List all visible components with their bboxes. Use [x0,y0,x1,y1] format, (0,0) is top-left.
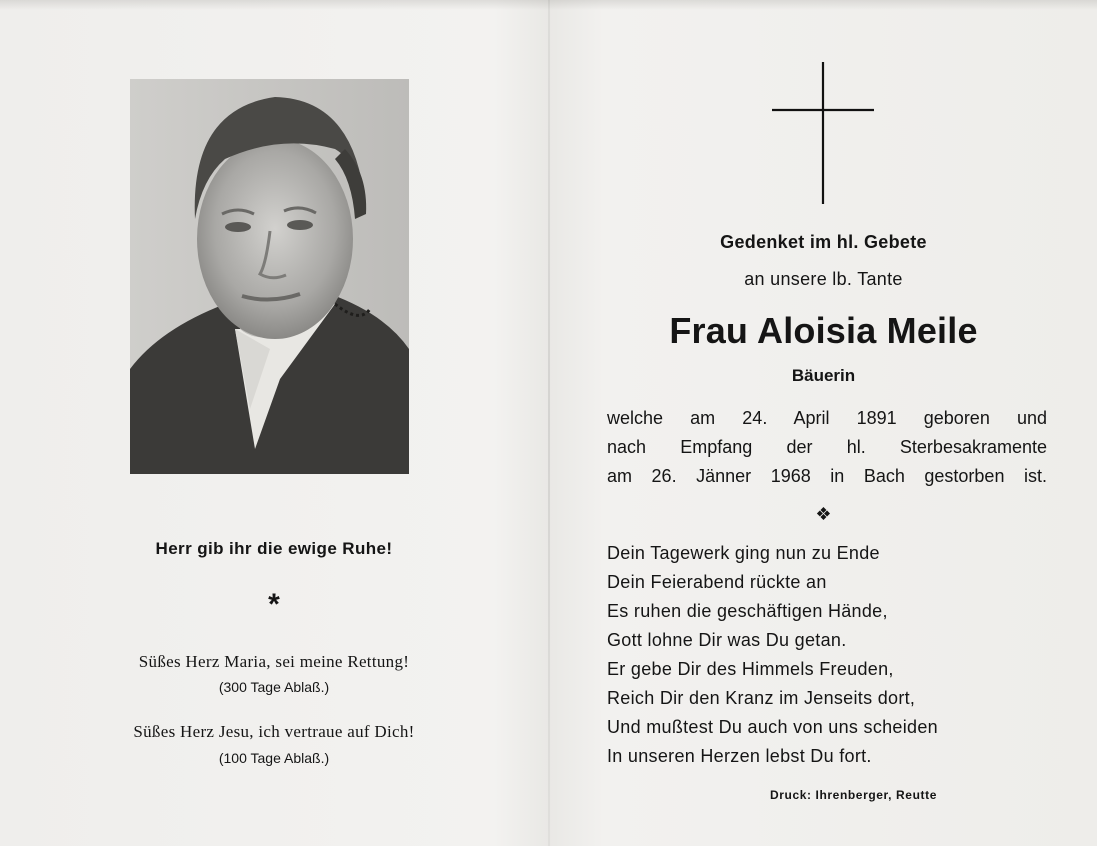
printer-credit: Druck: Ihrenberger, Reutte [770,788,937,802]
poem-line: Er gebe Dir des Himmels Freuden, [607,659,894,679]
indulgence-verse-maria: Süßes Herz Maria, sei meine Rettung! [138,652,410,671]
prayer-title: Herr gib ihr die ewige Ruhe! [155,539,393,558]
poem-line: Dein Feierabend rückte an [607,572,827,592]
deceased-occupation: Bäuerin [791,366,856,385]
poem-line: Reich Dir den Kranz im Jenseits dort, [607,688,916,708]
poem-line: Und mußtest Du auch von uns scheiden [607,717,938,737]
poem-line: In unseren Herzen lebst Du fort. [607,746,872,766]
asterisk-separator: * [268,588,280,621]
indulgence-verse-jesu: Süßes Herz Jesu, ich vertraue auf Dich! [133,722,415,741]
fact-line: nach Empfang der hl. Sterbesakramente [607,437,1047,457]
ornament-diamond: ❖ [815,504,832,524]
life-facts [607,404,1047,491]
memorial-subheading: an unsere lb. Tante [744,269,903,289]
memorial-heading: Gedenket im hl. Gebete [720,232,927,252]
fact-line: am 26. Jänner 1968 in Bach gestorben ist. [607,466,1047,486]
fact-line: welche am 24. April 1891 geboren und [607,408,1047,428]
poem-line: Dein Tagewerk ging nun zu Ende [607,543,880,563]
card-fold [548,0,550,846]
memorial-poem [607,539,1047,771]
deceased-name: Frau Aloisia Meile [669,310,978,351]
portrait-photo [130,79,409,474]
cross-icon [770,62,876,204]
poem-line: Gott lohne Dir was Du getan. [607,630,847,650]
poem-line: Es ruhen die geschäftigen Hände, [607,601,888,621]
indulgence-note-maria: (300 Tage Ablaß.) [218,679,330,695]
indulgence-note-jesu: (100 Tage Ablaß.) [218,750,330,766]
